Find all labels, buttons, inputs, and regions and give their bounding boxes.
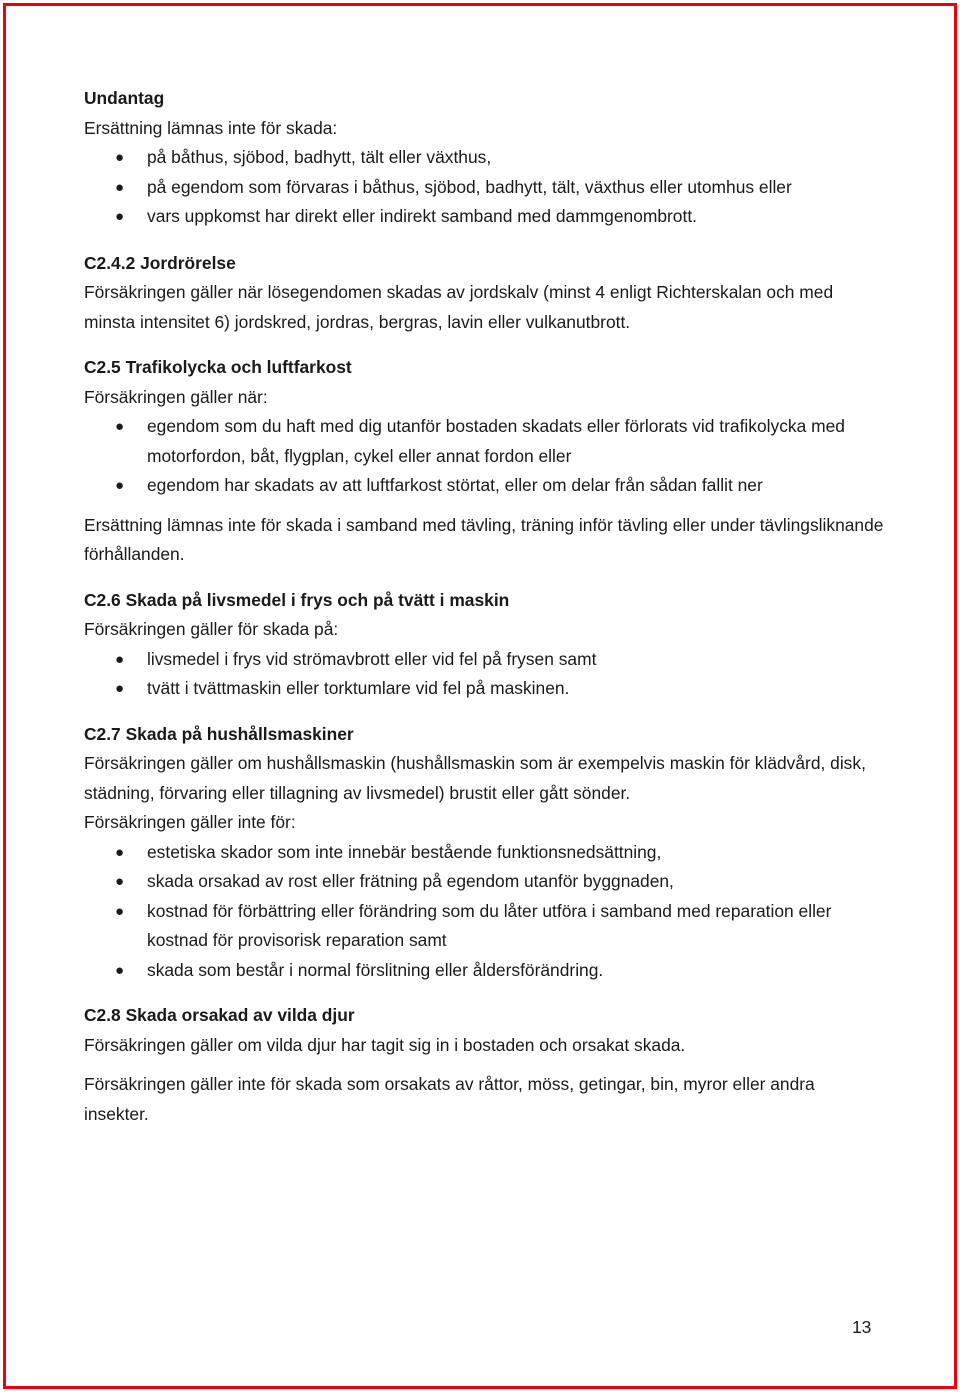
- section-note: Försäkringen gäller inte för skada som orsakats av råttor, möss, getingar, bin, myror eller andra insekter.: [84, 1074, 815, 1124]
- section-c2-6: [84, 586, 884, 704]
- bullet-list: [84, 412, 884, 501]
- section-c2-7: [84, 720, 884, 986]
- section-undantag: [84, 84, 884, 232]
- bullet-icon: ●: [115, 477, 125, 494]
- section-intro: Försäkringen gäller om vilda djur har tagit sig in i bostaden och orsakat skada.: [84, 1034, 686, 1055]
- section-intro: Försäkringen gäller om hushållsmaskin (hushållsmaskin som är exempelvis maskin för klädvård, disk, städning, förvaring eller tillagning av livsmedel) brustit eller gått sönder.: [84, 753, 866, 803]
- bullet-icon: ●: [115, 961, 125, 979]
- list-item: ● vars uppkomst har direkt eller indirekt samband med dammgenombrott.: [84, 202, 884, 232]
- list-item: ● livsmedel i frys vid strömavbrott eller vid fel på frysen samt: [84, 645, 884, 675]
- section-note: Ersättning lämnas inte för skada i samband med tävling, träning inför tävling eller under tävlingsliknande förhållanden.: [84, 514, 884, 564]
- list-item: ● egendom som du haft med dig utanför bostaden skadats eller förlorats vid trafikolycka med motorfordon, båt, flygplan, cykel eller annat fordon eller: [84, 412, 884, 471]
- bullet-list: [84, 143, 884, 232]
- document-body: [84, 84, 884, 1129]
- bullet-icon: ●: [115, 418, 125, 435]
- bullet-icon: ●: [115, 149, 125, 166]
- bullet-icon: ●: [115, 680, 125, 697]
- bullet-list: [84, 838, 884, 986]
- list-item: ● tvätt i tvättmaskin eller torktumlare vid fel på maskinen.: [84, 674, 884, 704]
- section-c2-8: [84, 1001, 884, 1129]
- section-intro: Ersättning lämnas inte för skada:: [84, 117, 338, 138]
- list-item: ● skada som består i normal förslitning eller åldersförändring.: [84, 956, 884, 986]
- section-c2-4-2: [84, 249, 884, 338]
- bullet-icon: ●: [115, 843, 125, 861]
- bullet-icon: ●: [115, 902, 125, 920]
- section-intro: Försäkringen gäller för skada på:: [84, 619, 339, 639]
- bullet-list: [84, 645, 884, 704]
- section-intro-2: Försäkringen gäller inte för:: [84, 812, 296, 832]
- bullet-icon: ●: [115, 650, 125, 668]
- section-heading: C2.4.2 Jordrörelse: [84, 252, 236, 273]
- list-item: ● estetiska skador som inte innebär bestående funktionsnedsättning,: [84, 838, 884, 868]
- bullet-icon: ●: [115, 873, 125, 890]
- list-item: ● egendom har skadats av att luftfarkost störtat, eller om delar från sådan fallit ner: [84, 471, 884, 501]
- section-heading: C2.6 Skada på livsmedel i frys och på tvätt i maskin: [84, 589, 510, 610]
- list-item: ● skada orsakad av rost eller frätning på egendom utanför byggnaden,: [84, 867, 884, 897]
- section-heading: C2.7 Skada på hushållsmaskiner: [84, 723, 354, 744]
- list-item: ● kostnad för förbättring eller förändring som du låter utföra i samband med reparation eller kostnad för provisorisk reparation samt: [84, 897, 884, 956]
- page-number: 13: [852, 1317, 872, 1337]
- section-intro: Försäkringen gäller när:: [84, 386, 268, 407]
- list-item: ● på egendom som förvaras i båthus, sjöbod, badhytt, tält, växthus eller utomhus eller: [84, 173, 884, 203]
- bullet-icon: ●: [115, 178, 125, 196]
- section-heading: Undantag: [84, 88, 165, 108]
- bullet-icon: ●: [115, 208, 125, 225]
- section-c2-5: [84, 353, 884, 570]
- section-heading: C2.5 Trafikolycka och luftfarkost: [84, 357, 352, 377]
- list-item: ● på båthus, sjöbod, badhytt, tält eller växthus,: [84, 143, 884, 173]
- section-heading: C2.8 Skada orsakad av vilda djur: [84, 1005, 355, 1025]
- section-intro: Försäkringen gäller när lösegendomen skadas av jordskalv (minst 4 enligt Richterskalan och med minsta intensitet 6) jordskred, jordras, bergras, lavin eller vulkanutbrott.: [84, 282, 834, 332]
